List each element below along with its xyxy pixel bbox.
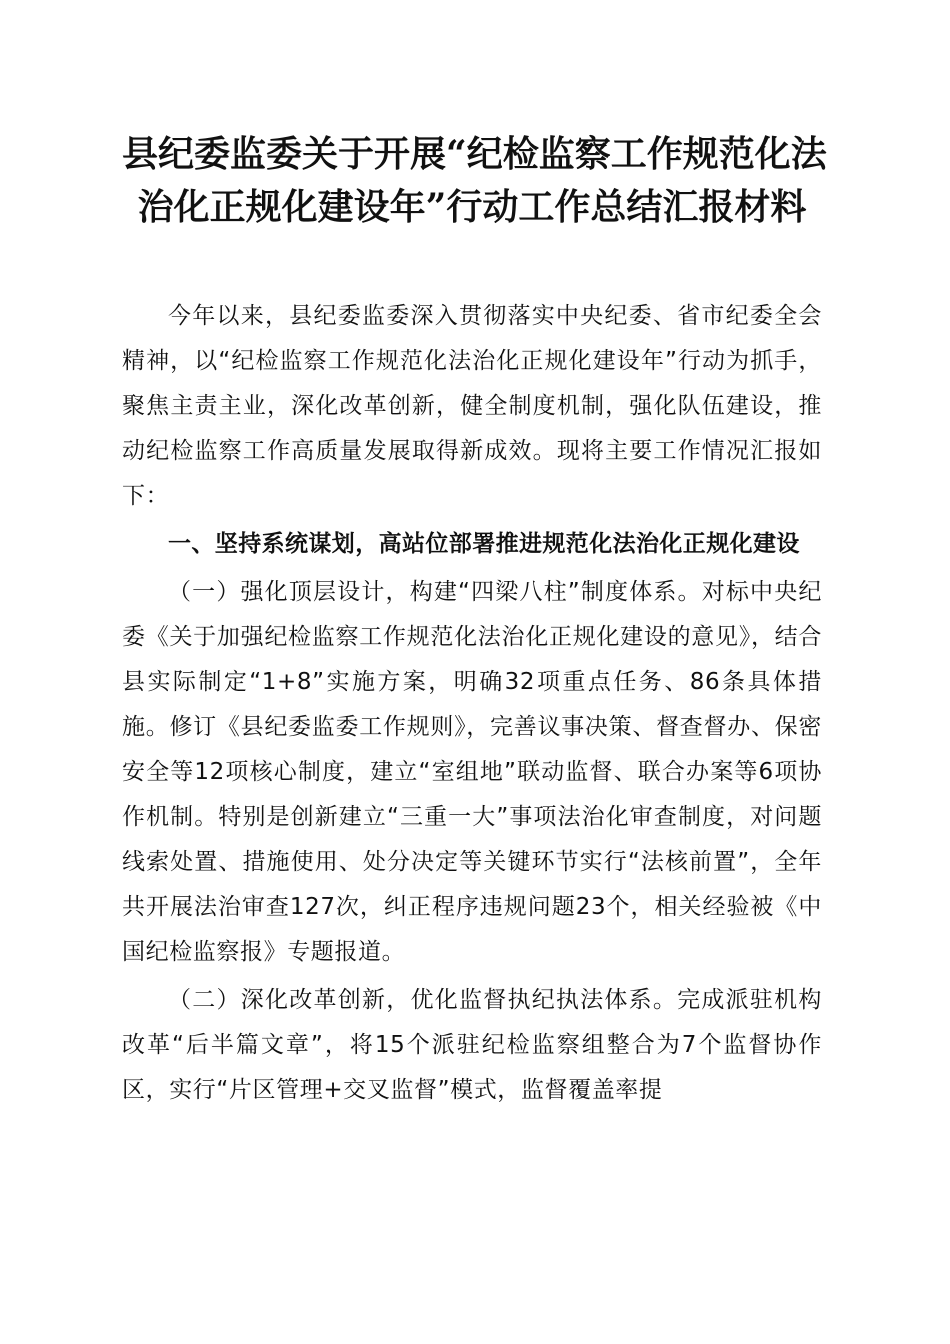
intro-paragraph: 今年以来，县纪委监委深入贯彻落实中央纪委、省市纪委全会精神，以“纪检监察工作规范化法治化正规化建设年”行动为抓手，聚焦主责主业，深化改革创新，健全制度机制，强化队伍建设，推动纪检监察工作高质量发展取得新成效。现将主要工作情况汇报如下：	[122, 303, 822, 509]
section-1-heading: 一、坚持系统谋划，高站位部署推进规范化法治化正规化建设	[168, 531, 800, 557]
title-line-1: 县纪委监委关于开展“纪检监察工作规范化法	[122, 133, 827, 175]
document-title	[122, 128, 827, 234]
paragraph-2: （二）深化改革创新，优化监督执纪执法体系。完成派驻机构改革“后半篇文章”，将15个派驻纪检监察组整合为7个监督协作区，实行“片区管理+交叉监督”模式，监督覆盖率提	[122, 987, 822, 1103]
paragraph-1: （一）强化顶层设计，构建“四梁八柱”制度体系。对标中央纪委《关于加强纪检监察工作规范化法治化正规化建设的意见》，结合县实际制定“1+8”实施方案，明确32项重点任务、86条具体措施。修订《县纪委监委工作规则》，完善议事决策、督查督办、保密安全等12项核心制度，建立“室组地”联动监督、联合办案等6项协作机制。特别是创新建立“三重一大”事项法治化审查制度，对问题线索处置、措施使用、处分决定等关键环节实行“法核前置”，全年共开展法治审查127次，纠正程序违规问题23个，相关经验被《中国纪检监察报》专题报道。	[122, 579, 822, 965]
document-body	[122, 294, 822, 1113]
title-line-2: 治化正规化建设年”行动工作总结汇报材料	[137, 186, 807, 228]
